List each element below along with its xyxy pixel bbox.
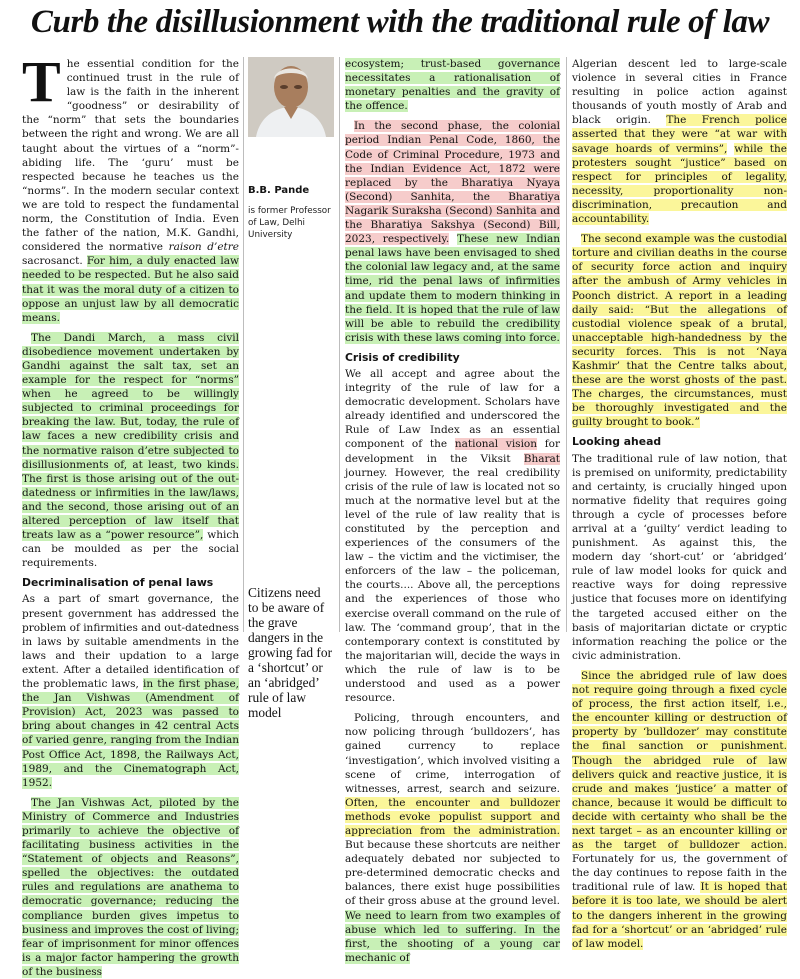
highlighted-text: The second example was the custodial torture and civilian deaths in the course of security force action and inquiry after the ambush of Army vehicles in Poonch district. A report in a leading daily said: “But the allegations of custodial violence speak of a brutal, unacceptable high-handedness by the security forces. This is not ‘Naya Kashmir’ that the Centre talks about, these are the worst ghosts of the past. The charges, the circumstances, must be thoroughly investigated and the guilty brought to book.” [572, 233, 787, 429]
article-column-3 [345, 57, 561, 964]
paragraph-text: sacrosanct. [22, 255, 83, 268]
section-heading: Crisis of credibility [345, 350, 460, 364]
highlighted-text: in the first phase, the Jan Vishwas (Amendment of Provision) Act, 2023 was passed to bring about changes in 42 central Acts of varied genre, ranging from the Indian Post Office Act, 1898, the Railways Act, 1989, and the Cinematograph Act, 1952. [22, 678, 239, 789]
highlighted-text: These new Indian penal laws have been envisaged to shed the colonial law legacy and, at the same time, rid the penal laws of infirmities and update them to modern thinking in the field. It is hoped that the rule of law will be able to rebuild the credibility crisis with these laws coming into force. [345, 233, 560, 344]
column-divider [339, 57, 340, 632]
paragraph-8 [345, 711, 560, 965]
paragraph-text: for development in the Viksit [345, 438, 561, 465]
section-heading: Looking ahead [572, 435, 662, 449]
paragraph-3 [22, 592, 239, 789]
author-column [248, 57, 334, 720]
highlighted-text: In the second phase, the colonial period Indian Penal Code, 1860, the Code of Criminal Procedure, 1973 and the Indian Evidence Act, 1872 were replaced by the Bharatiya Nyaya (Second) Sanhita, the Bharatiya Nagarik Suraksha (Second) Sanhita and the Bharatiya Sakshya (Second) Bill, 2023, respectively. [345, 120, 560, 246]
highlighted-text: The Dandi March, a mass civil disobedience movement undertaken by Gandhi against the salt tax, set an example for the respect for “norms” when he agreed to be willingly subjected to criminal proceedings for breaking the law. But, today, the rule of law faces a new credibility crisis and the normative raison d’etre subjected to disillusionments of, at least, two kinds. The first is those arising out of the out-datedness or infirmities in the law/laws, and the second, those arising out of an altered perception of law itself that treats law as a “power resource”, [22, 331, 239, 542]
paragraph-text: Algerian descent led to large-scale violence in several cities in France resulting in police action against thousands of youth mostly of Arab and black origin. [572, 58, 787, 127]
highlighted-text: It is hoped that before it is too late, we should be alert to the dangers inherent in the growing fad for a ‘shortcut’ or an ‘abridged’ rule of law model. [572, 881, 787, 950]
highlighted-text: national vision [454, 438, 538, 451]
paragraph-9 [572, 57, 787, 226]
article-column-1 [22, 49, 239, 978]
highlighted-text: Often, the encounter and bulldozer methods evoke populist support and appreciation from the administration. [345, 796, 560, 837]
highlighted-text: The Jan Vishwas Act, piloted by the Ministry of Commerce and Industries primarily to achieve the objective of facilitating business activities in the “Statement of objects and Reasons”, spelled the objectives: the outdated rules and regulations are anathema to democratic governance; reducing the compliance burden gives impetus to business and improves the cost of living; fear of imprisonment for minor offences is a major factor hampering the growth of the business [22, 796, 239, 978]
column-divider [243, 57, 244, 632]
paragraph-text: We all accept and agree about the integrity of the rule of law for a democratic development. Scholars have already identified and underscored the Rule of Law Index as an essential component of the [345, 367, 560, 451]
paragraph-text: As a part of smart governance, the present government has addressed the problem of infirmities and out-datedness in laws by suitable amendments in the laws and their updation to a large extent. After a detailed identification of the problematic laws, [22, 593, 239, 691]
paragraph-10 [572, 232, 787, 429]
article-column-4 [572, 57, 788, 950]
paragraph-12 [572, 669, 787, 951]
author-description: is former Professor of Law, Delhi University [248, 206, 331, 240]
author-name: B.B. Pande [248, 185, 310, 196]
paragraph-2 [22, 331, 239, 571]
section-heading: Decriminalisation of penal laws [22, 576, 214, 590]
paragraph-text: But because these shortcuts are neither adequately debated nor subjected to pre-determined democratic checks and balances, there exist huge possibilities of their gross abuse at the ground level. [345, 839, 560, 908]
column-divider [566, 57, 567, 632]
highlighted-text: Though the abridged rule of law delivers quick and reactive justice, it is crude and makes ‘justice’ a matter of chance, because it would be difficult to decide with certainty who shall be the next target – as an encounter killing or as the target of bulldozer action. [572, 754, 787, 852]
drop-cap: T [22, 49, 61, 114]
paragraph-6 [345, 119, 560, 345]
highlighted-text: The French police asserted that they were “at war with savage hoards of vermins”, [572, 114, 787, 155]
highlighted-text: while the protesters sought “justice” based on respect for principles of legality, necessity, proportionality non-discrimination, precaution and accountability. [572, 142, 788, 226]
paragraph-5 [345, 57, 560, 113]
highlighted-text: Since the abridged rule of law does not require going through a fixed cycle of process, the first action itself, i.e., the encounter killing or destruction of property by ‘bulldozer’ may constitute the final sanction or punishment. [572, 669, 787, 753]
paragraph-11 [572, 452, 787, 663]
paragraph-text: which can be moulded as per the social requirements. [22, 529, 239, 570]
italic-phrase: raison d’etre [168, 241, 239, 254]
author-photo [248, 57, 334, 137]
highlighted-text: For him, a duly enacted law needed to be respected. But he also said that it was the moral duty of a citizen to oppose an unjust law by all democratic means. [22, 255, 239, 324]
paragraph-4 [22, 796, 239, 979]
paragraph-text: journey. However, the real credibility crisis of the rule of law is located not so much at the normative level but at the level of the rule of law reality that is constituted by the perception and experiences of the consumers of the law – the victim and the victimiser, the enforcers of the law – the policeman, the courts.... Above all, the perceptions and the experiences of those who exercise overall command on the rule of law. The ‘command group’, that in the contemporary context is constituted by the majoritarian will, decide the ways in which the rule of law is to be understood and used as a power resource. [345, 466, 560, 705]
highlighted-text: We need to learn from two examples of abuse which led to suffering. In the first, the shooting of a young car mechanic of [345, 909, 560, 964]
paragraph-text: Policing, through encounters, and now policing through ‘bulldozers’, has gained currency to replace ‘investigation’, which involved visiting a scene of crime, interrogation of witnesses, arrest, search and seizure. [345, 712, 560, 795]
highlighted-text: ecosystem; trust-based governance necessitates a rationalisation of monetary penalties and the gravity of the offence. [345, 58, 560, 113]
headline: Curb the disillusionment with the traditional rule of law [30, 4, 770, 40]
paragraph-text: The traditional rule of law notion, that is premised on uniformity, predictability and certainty, is crucially hinged upon normative fidelity that requires going through a cycle of processes before arrival at a ‘guilty’ verdict leading to punishment. As against this, the modern day ‘short-cut’ or ‘abridged’ rule of law model looks for quick and reactive ways for doing repressive justice that focuses more on identifying the targeted accused either on the basis of majoritarian dictate or cryptic information reaching the police or the civic administration. [572, 452, 787, 662]
paragraph-text: Fortunately for us, the government of the day continues to repose faith in the traditional rule of law. [572, 853, 787, 894]
highlighted-text: Bharat [523, 452, 560, 465]
paragraph-text: he essential condition for the continued trust in the rule of law is the faith in the inherent “goodness” or desirability of the “norm” that sets the boundaries between the right and wrong. We are all taught about the virtues of a “norm”-abiding life. The ‘guru’ must be respected because he teaches us the “norms”. In the modern secular context we are told to respect the fundamental norm, the Constitution of India. Even the father of the nation, M.K. Gandhi, considered the normative [22, 58, 239, 254]
paragraph-7 [345, 367, 560, 705]
pull-quote: Citizens need to be aware of the grave dangers in the growing fad for a ‘shortcut’ or an ‘abridged’ rule of law model [248, 585, 333, 720]
paragraph-1 [22, 49, 239, 325]
